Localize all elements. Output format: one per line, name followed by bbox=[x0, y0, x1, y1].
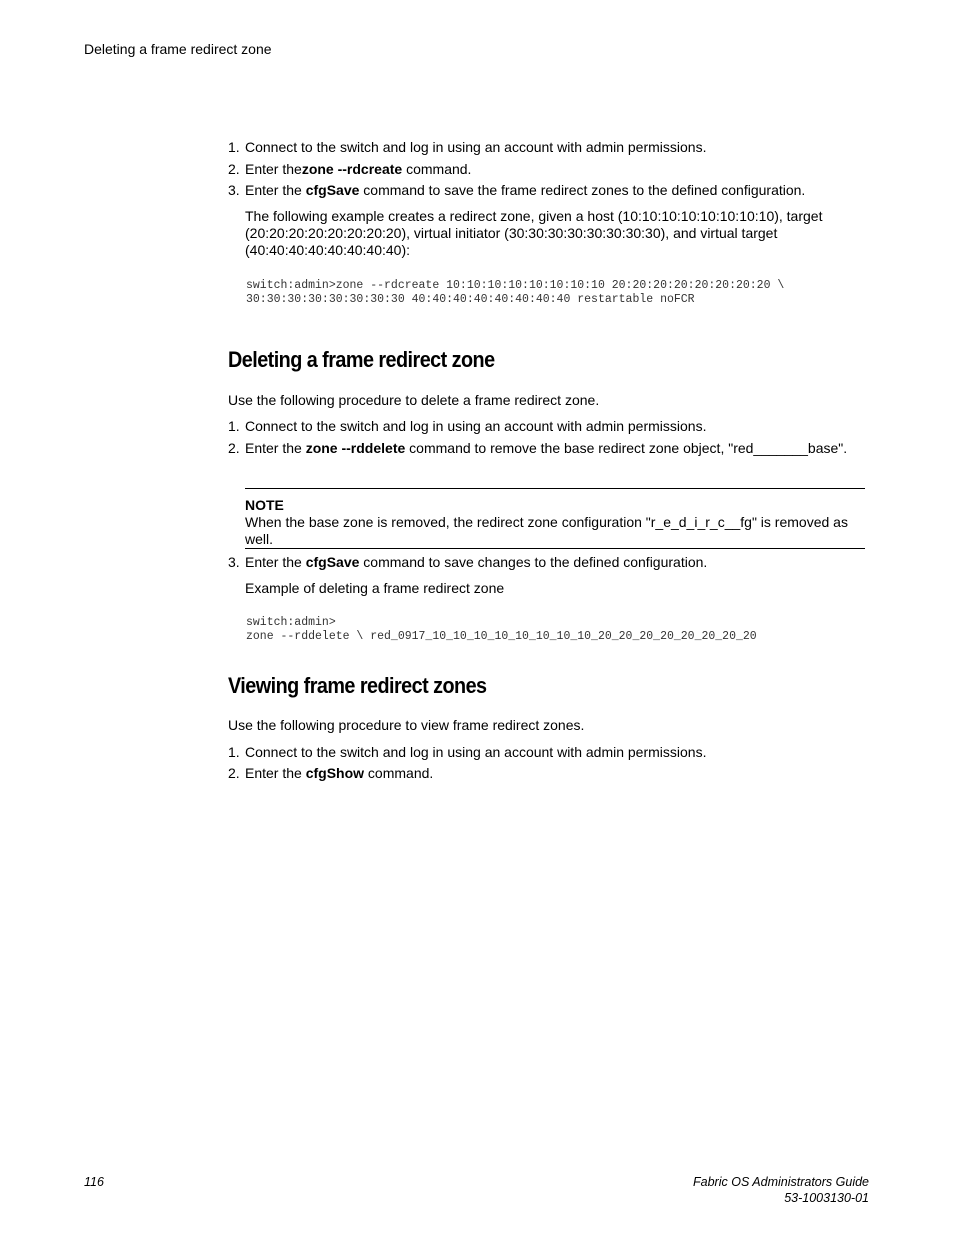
page-number: 116 bbox=[84, 1175, 104, 1189]
list-item bbox=[228, 139, 706, 155]
list-item bbox=[228, 765, 433, 781]
step-text: Enter the bbox=[245, 440, 306, 456]
command-name: cfgShow bbox=[305, 765, 365, 781]
section-heading: Viewing frame redirect zones bbox=[228, 673, 487, 698]
code-line: switch:admin> bbox=[246, 616, 336, 629]
text-line: (40:40:40:40:40:40:40:40): bbox=[245, 242, 411, 258]
step-text: Connect to the switch and log in using an account with admin permissions. bbox=[245, 418, 707, 434]
example-intro bbox=[245, 208, 822, 259]
note-bottom-rule bbox=[245, 548, 865, 549]
step-text: Connect to the switch and log in using an account with admin permissions. bbox=[245, 744, 707, 760]
step-number: 1. bbox=[228, 744, 240, 760]
step-text: command to remove the base redirect zone object, "red_______base". bbox=[405, 440, 848, 456]
list-item bbox=[228, 744, 706, 760]
step-text: Enter the bbox=[245, 182, 306, 198]
section-heading: Deleting a frame redirect zone bbox=[228, 347, 495, 372]
list-item bbox=[228, 182, 805, 198]
code-line: zone --rddelete \ red_0917_10_10_10_10_10_10_10_10_20_20_20_20_20_20_20_20 bbox=[246, 629, 757, 643]
doc-title: Fabric OS Administrators Guide bbox=[693, 1175, 869, 1189]
list-item bbox=[228, 418, 706, 434]
command-name: cfgSave bbox=[305, 182, 360, 198]
text-line: well. bbox=[245, 531, 274, 547]
step-number: 2. bbox=[228, 440, 240, 456]
list-item bbox=[228, 161, 471, 177]
step-text: command. bbox=[402, 161, 472, 177]
step-number: 2. bbox=[228, 765, 240, 781]
step-text: Enter the bbox=[245, 554, 306, 570]
step-text: command. bbox=[364, 765, 434, 781]
step-number: 2. bbox=[228, 161, 240, 177]
note-text bbox=[245, 514, 865, 548]
example-caption: Example of deleting a frame redirect zone bbox=[245, 580, 505, 596]
section-intro: Use the following procedure to delete a frame redirect zone. bbox=[228, 392, 600, 408]
list-item bbox=[228, 440, 847, 456]
step-text: Enter the bbox=[245, 161, 302, 177]
text-line: The following example creates a redirect zone, given a host (10:10:10:10:10:10:10:10), target bbox=[245, 208, 823, 224]
running-header: Deleting a frame redirect zone bbox=[84, 41, 272, 57]
command-name: cfgSave bbox=[305, 554, 360, 570]
step-text: command to save the frame redirect zones to the defined configuration. bbox=[359, 182, 806, 198]
code-line: switch:admin>zone --rdcreate 10:10:10:10:10:10:10:10 20:20:20:20:20:20:20:20 \ bbox=[246, 279, 785, 292]
command-name: zone --rddelete bbox=[305, 440, 406, 456]
step-text: command to save changes to the defined configuration. bbox=[359, 554, 708, 570]
note-top-rule bbox=[245, 488, 865, 489]
code-block bbox=[246, 279, 784, 306]
step-text: Connect to the switch and log in using an account with admin permissions. bbox=[245, 139, 707, 155]
doc-number: 53-1003130-01 bbox=[784, 1191, 869, 1205]
code-block bbox=[246, 616, 757, 643]
text-line: (20:20:20:20:20:20:20:20), virtual initiator (30:30:30:30:30:30:30:30), and virtual target bbox=[245, 225, 778, 241]
step-number: 1. bbox=[228, 139, 240, 155]
step-number: 1. bbox=[228, 418, 240, 434]
note-label: NOTE bbox=[245, 497, 284, 513]
text-line: When the base zone is removed, the redirect zone configuration "r_e_d_i_r_c__fg" is removed as bbox=[245, 514, 848, 530]
code-line: 30:30:30:30:30:30:30:30 40:40:40:40:40:40:40:40 restartable noFCR bbox=[246, 292, 695, 306]
command-name: zone --rdcreate bbox=[301, 161, 403, 177]
section-intro: Use the following procedure to view frame redirect zones. bbox=[228, 717, 585, 733]
step-text: Enter the bbox=[245, 765, 306, 781]
step-number: 3. bbox=[228, 554, 240, 570]
list-item bbox=[228, 554, 707, 570]
step-number: 3. bbox=[228, 182, 240, 198]
